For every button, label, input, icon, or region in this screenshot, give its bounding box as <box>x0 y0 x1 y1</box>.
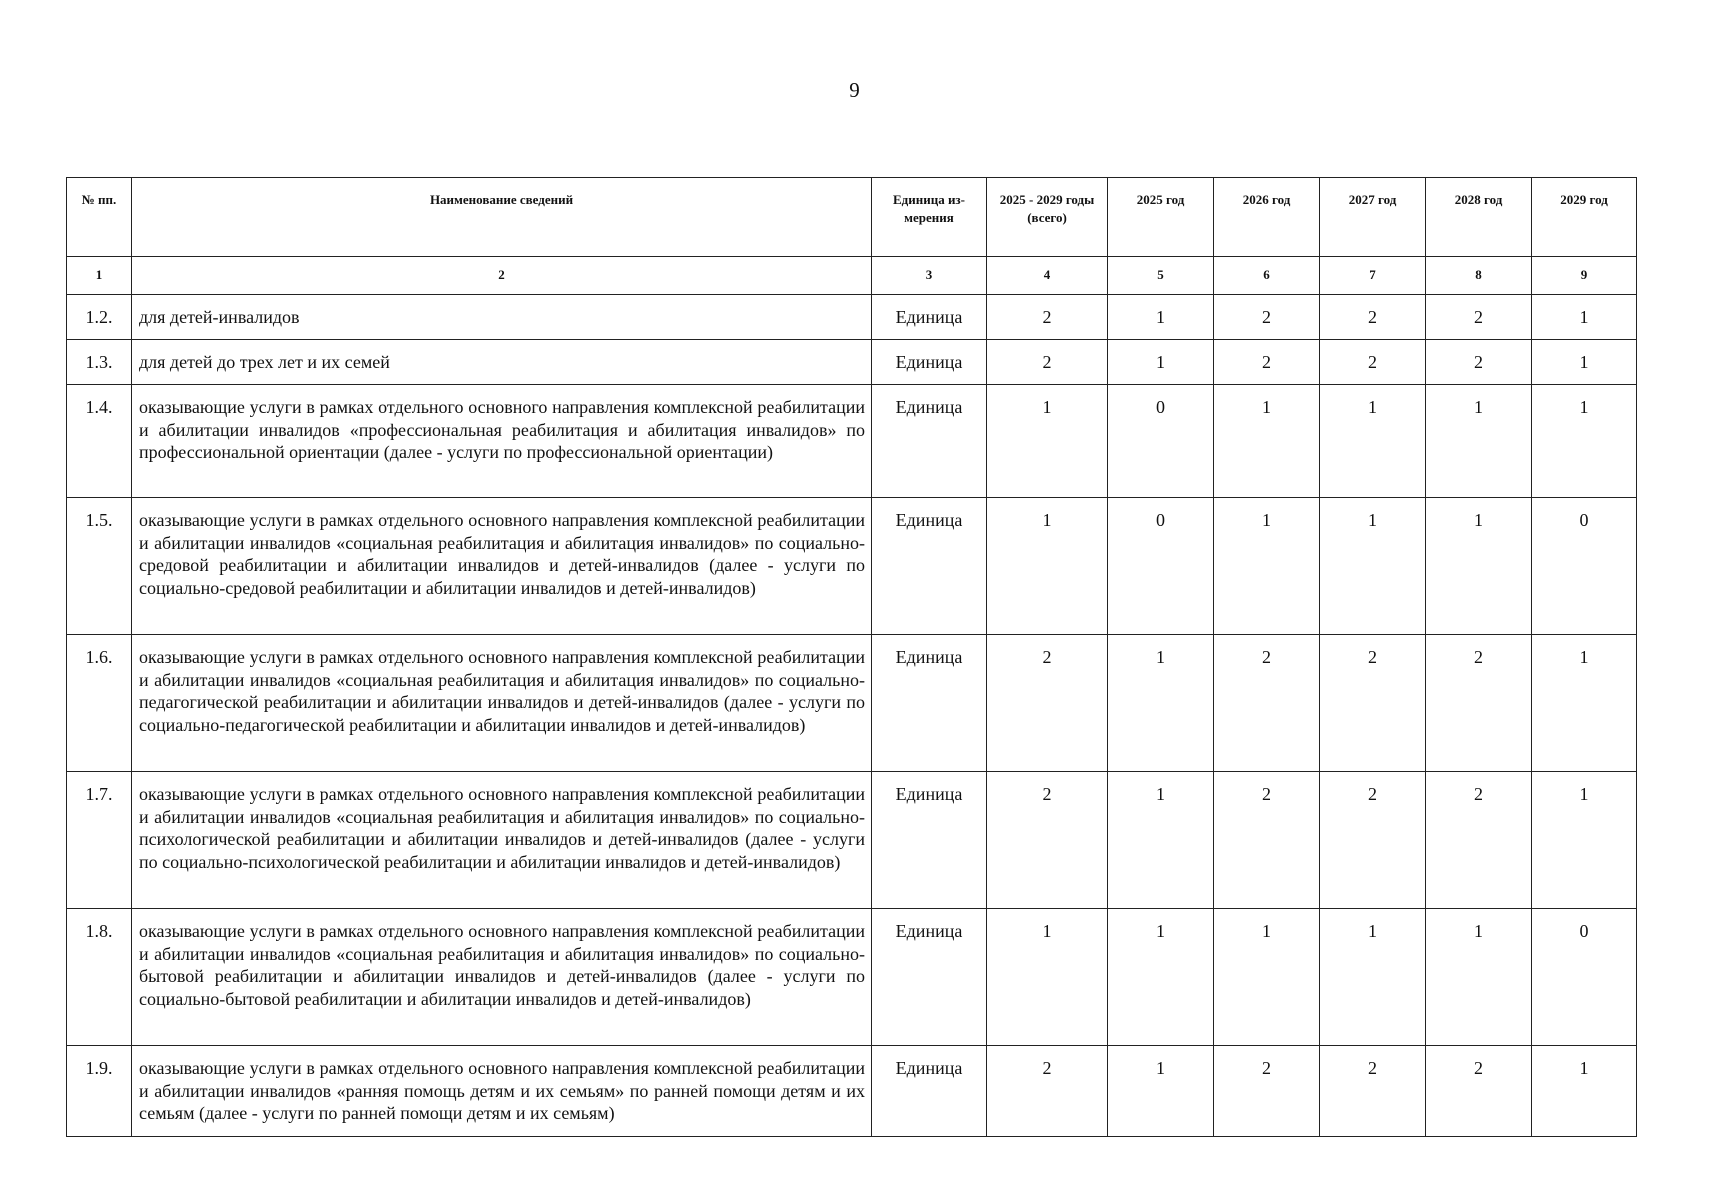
row-2026: 2 <box>1214 772 1320 909</box>
row-2027: 2 <box>1320 295 1426 340</box>
row-total: 1 <box>987 385 1108 498</box>
row-2027: 2 <box>1320 340 1426 385</box>
column-number: 2 <box>132 257 872 295</box>
row-2026: 1 <box>1214 909 1320 1046</box>
row-2027: 2 <box>1320 1046 1426 1137</box>
row-name: оказывающие услуги в рамках отдельного основного направления комплексной реабилитации и абилитации инвалидов «профессиональная реабилитация и абилитация инвалидов» по профессиональной ориентации (далее - услуги по профессиональной ориентации) <box>132 385 872 498</box>
row-2025: 1 <box>1108 1046 1214 1137</box>
data-table <box>66 177 1637 1137</box>
row-2029: 1 <box>1532 295 1637 340</box>
row-name: оказывающие услуги в рамках отдельного основного направления комплексной реабилитации и абилитации инвалидов «ранняя помощь детям и их семьям» по ранней помощи детям и их семьям (далее - услуги по ранней помощи детям и их семьям) <box>132 1046 872 1137</box>
table-row <box>67 909 1637 1046</box>
row-unit: Единица <box>872 385 987 498</box>
column-number: 6 <box>1214 257 1320 295</box>
row-number: 1.8. <box>67 909 132 1046</box>
row-2026: 2 <box>1214 340 1320 385</box>
row-2025: 1 <box>1108 295 1214 340</box>
row-unit: Единица <box>872 340 987 385</box>
column-number: 9 <box>1532 257 1637 295</box>
header-cell-2029: 2029 год <box>1532 178 1637 257</box>
row-name: оказывающие услуги в рамках отдельного основного направления комплексной реабилитации и абилитации инвалидов «социальная реабилитация и абилитация инвалидов» по социально-педагогической реабилитации и абилитации инвалидов и детей-инвалидов (далее - услуги по социально-педагогической реабилитации и абилитации инвалидов и детей-инвалидов) <box>132 635 872 772</box>
row-total: 1 <box>987 909 1108 1046</box>
row-name: оказывающие услуги в рамках отдельного основного направления комплексной реабилитации и абилитации инвалидов «социальная реабилитация и абилитация инвалидов» по социально-психологической реабилитации и абилитации инвалидов и детей-инвалидов (далее - услуги по социально-психологической реабилитации и абилитации инвалидов и детей-инвалидов) <box>132 772 872 909</box>
row-2029: 1 <box>1532 635 1637 772</box>
row-total: 2 <box>987 1046 1108 1137</box>
header-cell-name: Наименование сведений <box>132 178 872 257</box>
row-2025: 1 <box>1108 340 1214 385</box>
column-number: 8 <box>1426 257 1532 295</box>
row-name: оказывающие услуги в рамках отдельного основного направления комплексной реабилитации и абилитации инвалидов «социальная реабилитация и абилитация инвалидов» по социально-бытовой реабилитации и абилитации инвалидов и детей-инвалидов (далее - услуги по социально-бытовой реабилитации и абилитации инвалидов и детей-инвалидов) <box>132 909 872 1046</box>
row-number: 1.5. <box>67 498 132 635</box>
header-cell-2025: 2025 год <box>1108 178 1214 257</box>
row-2027: 2 <box>1320 635 1426 772</box>
row-2028: 1 <box>1426 498 1532 635</box>
column-number-row <box>67 257 1637 295</box>
row-total: 2 <box>987 295 1108 340</box>
row-unit: Единица <box>872 635 987 772</box>
header-cell-2026: 2026 год <box>1214 178 1320 257</box>
row-2029: 1 <box>1532 385 1637 498</box>
row-2025: 1 <box>1108 772 1214 909</box>
row-total: 2 <box>987 772 1108 909</box>
row-2028: 2 <box>1426 295 1532 340</box>
page-number: 9 <box>849 78 860 102</box>
header-cell-2027: 2027 год <box>1320 178 1426 257</box>
row-2028: 2 <box>1426 340 1532 385</box>
column-number: 5 <box>1108 257 1214 295</box>
row-2025: 0 <box>1108 385 1214 498</box>
row-2027: 1 <box>1320 909 1426 1046</box>
row-total: 1 <box>987 498 1108 635</box>
table-row <box>67 772 1637 909</box>
row-total: 2 <box>987 635 1108 772</box>
row-2025: 1 <box>1108 909 1214 1046</box>
row-name: для детей до трех лет и их семей <box>132 340 872 385</box>
row-2029: 0 <box>1532 498 1637 635</box>
row-unit: Единица <box>872 909 987 1046</box>
row-unit: Единица <box>872 498 987 635</box>
table-row <box>67 340 1637 385</box>
row-2027: 1 <box>1320 498 1426 635</box>
row-name: для детей-инвалидов <box>132 295 872 340</box>
row-2026: 2 <box>1214 635 1320 772</box>
row-number: 1.4. <box>67 385 132 498</box>
header-row <box>67 178 1637 257</box>
header-cell-num: № пп. <box>67 178 132 257</box>
row-2028: 2 <box>1426 635 1532 772</box>
column-number: 1 <box>67 257 132 295</box>
row-2026: 1 <box>1214 498 1320 635</box>
table-row <box>67 635 1637 772</box>
table-row <box>67 295 1637 340</box>
row-2028: 1 <box>1426 385 1532 498</box>
row-2025: 1 <box>1108 635 1214 772</box>
row-unit: Единица <box>872 1046 987 1137</box>
row-number: 1.2. <box>67 295 132 340</box>
row-2028: 1 <box>1426 909 1532 1046</box>
column-number: 4 <box>987 257 1108 295</box>
header-cell-total: 2025 - 2029 годы (всего) <box>987 178 1108 257</box>
row-2029: 1 <box>1532 1046 1637 1137</box>
row-unit: Единица <box>872 772 987 909</box>
row-2029: 0 <box>1532 909 1637 1046</box>
row-2027: 1 <box>1320 385 1426 498</box>
row-2028: 2 <box>1426 1046 1532 1137</box>
header-cell-2028: 2028 год <box>1426 178 1532 257</box>
table-row <box>67 385 1637 498</box>
row-total: 2 <box>987 340 1108 385</box>
row-2026: 2 <box>1214 295 1320 340</box>
row-number: 1.9. <box>67 1046 132 1137</box>
row-2025: 0 <box>1108 498 1214 635</box>
row-2027: 2 <box>1320 772 1426 909</box>
row-2026: 2 <box>1214 1046 1320 1137</box>
row-2028: 2 <box>1426 772 1532 909</box>
row-unit: Единица <box>872 295 987 340</box>
row-number: 1.6. <box>67 635 132 772</box>
column-number: 7 <box>1320 257 1426 295</box>
header-cell-unit: Единица из-мерения <box>872 178 987 257</box>
row-number: 1.3. <box>67 340 132 385</box>
row-2029: 1 <box>1532 340 1637 385</box>
row-name: оказывающие услуги в рамках отдельного основного направления комплексной реабилитации и абилитации инвалидов «социальная реабилитация и абилитация инвалидов» по социально-средовой реабилитации и абилитации инвалидов и детей-инвалидов (далее - услуги по социально-средовой реабилитации и абилитации инвалидов и детей-инвалидов) <box>132 498 872 635</box>
table-row <box>67 1046 1637 1137</box>
row-2029: 1 <box>1532 772 1637 909</box>
row-number: 1.7. <box>67 772 132 909</box>
table-row <box>67 498 1637 635</box>
row-2026: 1 <box>1214 385 1320 498</box>
column-number: 3 <box>872 257 987 295</box>
